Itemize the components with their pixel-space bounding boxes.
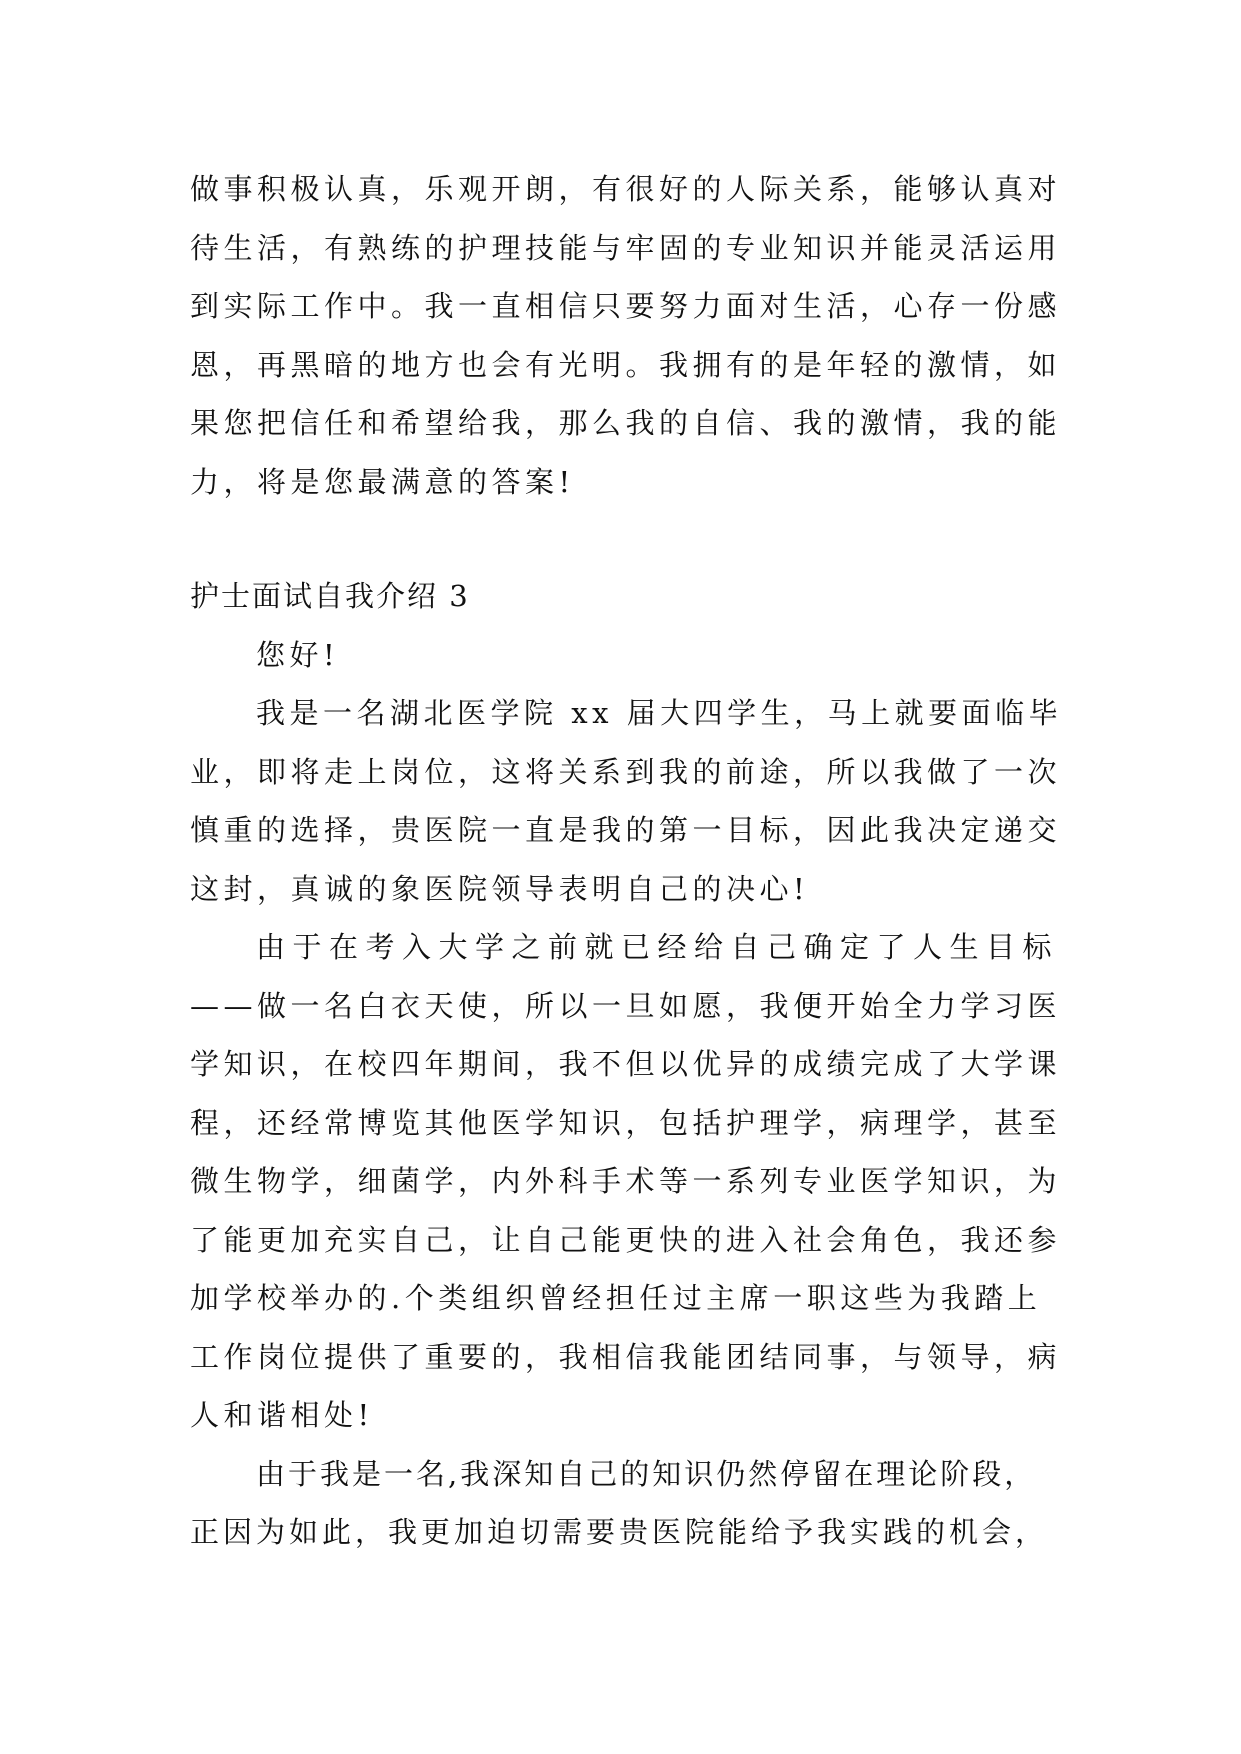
text-line: 待生活，有熟练的护理技能与牢固的专业知识并能灵活运用	[190, 230, 1062, 265]
text-line: 恩，再黑暗的地方也会有光明。我拥有的是年轻的激情，如	[190, 347, 1062, 382]
text-line: 工作岗位提供了重要的，我相信我能团结同事，与领导，病	[190, 1339, 1062, 1374]
text-line: 由于在考入大学之前就已经给自己确定了人生目标	[256, 930, 1060, 964]
text-line: 这封，真诚的象医院领导表明自己的决心!	[190, 871, 810, 906]
paragraph-1	[190, 160, 1070, 511]
text-line: 果您把信任和希望给我，那么我的自信、我的激情，我的能	[190, 406, 1062, 440]
section-heading: 护士面试自我介绍 3	[190, 579, 470, 613]
text-line: 学知识，在校四年期间，我不但以优异的成绩完成了大学课	[190, 1047, 1062, 1081]
text-line: 正因为如此，我更加迫切需要贵医院能给予我实践的机会，	[190, 1515, 1049, 1549]
paragraph-2	[190, 684, 1070, 918]
text-line: 慎重的选择，贵医院一直是我的第一目标，因此我决定递交	[190, 813, 1062, 847]
text-line: 做事积极认真，乐观开朗，有很好的人际关系，能够认真对	[190, 172, 1062, 206]
text-line: 到实际工作中。我一直相信只要努力面对生活，心存一份感	[190, 289, 1062, 323]
paragraph-gap	[190, 511, 1070, 567]
text-line: 由于我是一名,我深知自己的知识仍然停留在理论阶段，	[256, 1456, 1037, 1491]
text-line: 业，即将走上岗位，这将关系到我的前途，所以我做了一次	[190, 754, 1062, 789]
document-body	[190, 160, 1070, 1562]
paragraph-4	[190, 1445, 1070, 1562]
text-line: 程，还经常博览其他医学知识，包括护理学，病理学，甚至	[190, 1105, 1062, 1140]
text-line: 了能更加充实自己，让自己能更快的进入社会角色，我还参	[190, 1222, 1062, 1257]
paragraph-3	[190, 918, 1070, 1445]
text-line: 力，将是您最满意的答案!	[190, 464, 575, 499]
text-line: 微生物学，细菌学，内外科手术等一系列专业医学知识，为	[190, 1164, 1062, 1198]
text-line: 我是一名湖北医学院 xx 届大四学生，马上就要面临毕	[256, 696, 1063, 730]
greeting: 您好!	[256, 637, 340, 672]
text-line: ——做一名白衣天使，所以一旦如愿，我便开始全力学习医	[190, 988, 1062, 1023]
text-line: 人和谐相处!	[190, 1398, 374, 1432]
text-line: 加学校举办的.个类组织曾经担任过主席一职这些为我踏上	[190, 1281, 1042, 1315]
